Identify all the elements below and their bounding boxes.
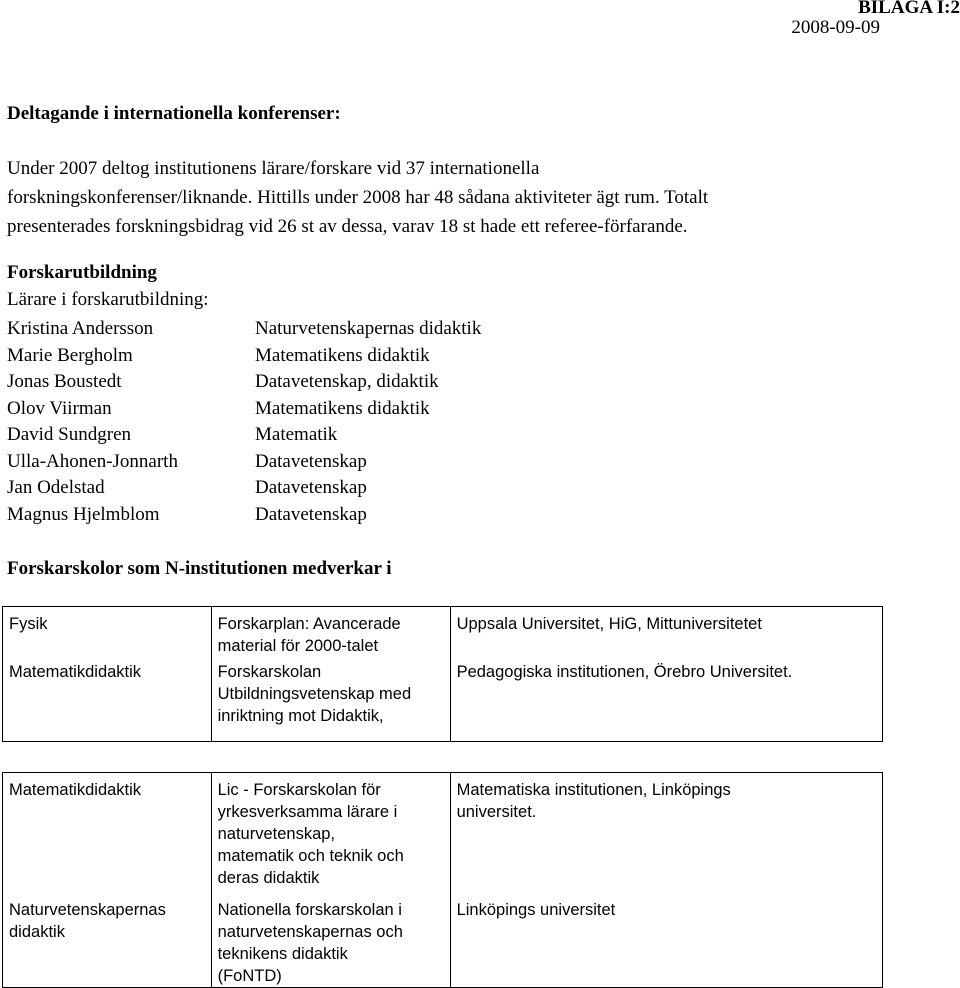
program-line: Lic - Forskarskolan för	[217, 781, 381, 799]
program-line: Forskarplan: Avancerade	[217, 615, 401, 633]
document-date: 2008-09-09	[791, 17, 880, 38]
forskarutbildning-title: Forskarutbildning	[7, 262, 157, 283]
research-schools-table	[2, 606, 883, 988]
organization-cell	[450, 607, 882, 658]
teacher-row	[7, 502, 481, 529]
program-line: Nationella forskarskolan i	[217, 901, 402, 919]
program-line: naturvetenskap,	[217, 825, 336, 843]
organization-cell	[450, 657, 882, 742]
program-line: naturvetenskapernas och	[217, 923, 403, 941]
organization-cell	[450, 773, 882, 896]
program-line: Utbildningsvetenskap med	[217, 685, 412, 703]
teacher-name: Ulla-Ahonen-Jonnarth	[7, 450, 178, 472]
program-line: material för 2000-talet	[217, 637, 379, 655]
program-line: Forskarskolan	[217, 663, 322, 681]
organization-line: Linköpings universitet	[456, 901, 616, 919]
teacher-name: Marie Bergholm	[7, 344, 133, 366]
teacher-row	[7, 396, 481, 423]
teacher-department: Matematikens didaktik	[255, 344, 430, 366]
teacher-department: Datavetenskap	[255, 477, 367, 498]
subject-cell: Fysik	[9, 615, 48, 633]
program-line: inriktning mot Didaktik,	[217, 707, 384, 725]
table-gap	[3, 742, 883, 773]
program-line: matematik och teknik och	[217, 847, 404, 865]
table-row	[3, 607, 883, 658]
paragraph-line: Under 2007 deltog institutionens lärare/forskare vid 37 internationella	[7, 158, 540, 179]
program-cell	[211, 607, 450, 658]
program-line: (FoNTD)	[217, 967, 282, 985]
organization-line: universitet.	[456, 803, 537, 821]
teacher-department: Matematik	[255, 424, 338, 445]
program-line: deras didaktik	[217, 869, 320, 887]
teacher-list	[7, 316, 481, 528]
table-row	[3, 657, 883, 742]
organization-line: Matematiska institutionen, Linköpings	[456, 781, 731, 799]
subject-cell: Matematikdidaktik	[9, 663, 142, 681]
forskarskolor-heading: Forskarskolor som N-institutionen medverkar i	[7, 558, 392, 579]
teacher-row	[7, 422, 481, 449]
teacher-row	[7, 369, 481, 396]
subject-cell: Matematikdidaktik	[9, 781, 142, 799]
forskarutbildning-subtitle: Lärare i forskarutbildning:	[7, 289, 209, 310]
table-group-1	[3, 607, 883, 742]
program-line: yrkesverksamma lärare i	[217, 803, 398, 821]
teacher-name: David Sundgren	[7, 424, 132, 445]
teacher-department: Datavetenskap	[255, 503, 367, 525]
teacher-department: Matematikens didaktik	[255, 397, 430, 419]
teacher-name: Kristina Andersson	[7, 318, 154, 339]
teacher-name: Jonas Boustedt	[7, 371, 122, 392]
paragraph-line: presenterades forskningsbidrag vid 26 st av dessa, varav 18 st hade ett referee-förfarande.	[7, 216, 688, 237]
program-cell	[211, 773, 450, 896]
table-group-2	[3, 773, 883, 988]
conferences-heading: Deltagande i internationella konferenser:	[7, 103, 341, 124]
teacher-row	[7, 316, 481, 343]
teacher-department: Datavetenskap	[255, 450, 367, 472]
appendix-label: BILAGA I:2	[858, 0, 960, 18]
teacher-name: Olov Viirman	[7, 397, 112, 419]
program-cell	[211, 657, 450, 742]
table-row	[3, 773, 883, 896]
program-line: teknikens didaktik	[217, 945, 348, 963]
teacher-department: Naturvetenskapernas didaktik	[255, 318, 482, 339]
teacher-row	[7, 343, 481, 370]
teacher-name: Jan Odelstad	[7, 477, 105, 498]
teacher-row	[7, 449, 481, 476]
teacher-department: Datavetenskap, didaktik	[255, 371, 439, 392]
conferences-paragraph	[7, 154, 708, 241]
organization-line: Pedagogiska institutionen, Örebro Universitet.	[456, 663, 793, 681]
paragraph-line: forskningskonferenser/liknande. Hittills under 2008 har 48 sådana aktiviteter ägt rum. Totalt	[7, 187, 709, 208]
subject-cell: Naturvetenskapernas didaktik	[9, 901, 166, 941]
table-row	[3, 895, 883, 988]
teacher-row	[7, 475, 481, 502]
teacher-name: Magnus Hjelmblom	[7, 503, 160, 525]
organization-cell	[450, 895, 882, 988]
organization-line: Uppsala Universitet, HiG, Mittuniversitetet	[456, 615, 762, 633]
program-cell	[211, 895, 450, 988]
